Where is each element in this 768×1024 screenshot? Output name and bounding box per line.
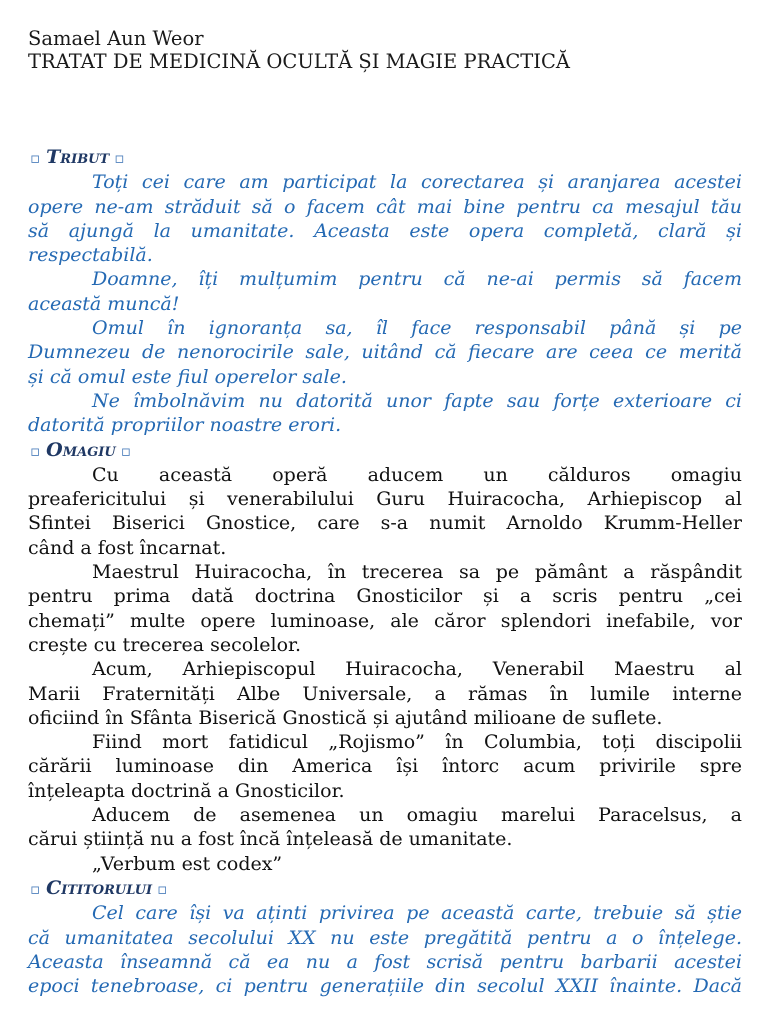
paragraph	[28, 560, 742, 657]
text-line: Dumnezeu de nenorocirile sale, uitând că fiecare are ceea ce merită	[28, 341, 742, 364]
paragraph	[28, 901, 742, 998]
text-line: Acum, Arhiepiscopul Huiracocha, Venerabil Maestru al	[92, 658, 742, 681]
text-line: „Verbum est codex”	[92, 852, 283, 875]
text-line: când a fost încarnat.	[28, 536, 227, 559]
square-bullet-icon: ▫	[30, 441, 41, 460]
text-line: Maestrul Huiracocha, în trecerea sa pe pământ a răspândit	[92, 561, 742, 584]
paragraph	[28, 389, 742, 438]
section-omagiu	[28, 438, 742, 876]
text-line: Ne îmbolnăvim nu datorită unor fapte sau forțe exterioare ci	[92, 389, 742, 412]
text-line: Aceasta înseamnă că ea nu a fost scrisă pentru barbarii acestei	[28, 950, 742, 973]
paragraph	[28, 852, 742, 876]
text-line: opere ne-am străduit să o facem cât mai bine pentru ca mesajul tău	[28, 195, 742, 218]
text-line: preafericitului și venerabilului Guru Huiracocha, Arhiepiscop al	[28, 488, 742, 511]
text-line: această muncă!	[28, 292, 180, 315]
text-line: Aducem de asemenea un omagiu marelui Paracelsus, a	[92, 804, 742, 827]
section-heading-tribut	[28, 145, 742, 170]
paragraph	[28, 657, 742, 730]
book-title: TRATAT DE MEDICINĂ OCULTĂ ȘI MAGIE PRACTICĂ	[28, 50, 570, 73]
section-cititorului	[28, 876, 742, 998]
text-line: epoci tenebroase, ci pentru generațiile din secolul XXII înainte. Dacă	[28, 975, 742, 998]
author-name: Samael Aun Weor	[28, 27, 204, 50]
paragraph	[28, 267, 742, 316]
text-line: crește cu trecerea secolelor.	[28, 633, 302, 656]
square-bullet-icon: ▫	[30, 879, 41, 898]
text-line: cărării luminoase din America își întorc acum privirile spre	[28, 755, 742, 778]
text-line: că umanitatea secolului XX nu este pregătită pentru a o înțelege.	[28, 926, 742, 949]
text-line: oficiind în Sfânta Biserică Gnostică și ajutând milioane de suflete.	[28, 706, 663, 729]
text-line: Marii Fraternități Albe Universale, a rămas în lumile interne	[28, 682, 742, 705]
text-line: pentru prima dată doctrina Gnosticilor și a scris pentru „cei	[28, 585, 742, 608]
paragraph	[28, 730, 742, 803]
section-heading-cititorului	[28, 876, 742, 901]
text-line: cărui știință nu a fost încă înțeleasă de umanitate.	[28, 828, 513, 851]
text-line: chemați” multe opere luminoase, ale căror splendori inefabile, vor	[28, 609, 742, 632]
text-line: Doamne, îți mulțumim pentru că ne-ai permis să facem	[92, 268, 742, 291]
section-tribut	[28, 145, 742, 438]
text-line: și că omul este fiul operelor sale.	[28, 365, 347, 388]
section-title: Omagiu	[46, 438, 116, 461]
square-bullet-icon: ▫	[157, 879, 168, 898]
text-line: datorită propriilor noastre erori.	[28, 414, 342, 437]
square-bullet-icon: ▫	[114, 149, 125, 167]
page-header	[28, 27, 570, 73]
text-line: Fiind mort fatidicul „Rojismo” în Columbia, toți discipolii	[92, 731, 742, 754]
text-line: Omul în ignoranța sa, îl face responsabil până și pe	[92, 317, 742, 340]
section-heading-omagiu	[28, 438, 742, 463]
section-title: Tribut	[46, 146, 110, 168]
square-bullet-icon: ▫	[30, 149, 41, 167]
section-title: Cititorului	[46, 876, 153, 899]
square-bullet-icon: ▫	[120, 441, 131, 460]
paragraph	[28, 803, 742, 852]
text-line: respectabilă.	[28, 244, 153, 267]
text-line: Sfintei Biserici Gnostice, care s-a numit Arnoldo Krumm-Heller	[28, 512, 742, 535]
paragraph	[28, 316, 742, 389]
text-line: să ajungă la umanitate. Aceasta este opera completă, clară și	[28, 219, 742, 242]
text-line: Cel care își va aținti privirea pe această carte, trebuie să știe	[92, 902, 742, 925]
paragraph	[28, 463, 742, 560]
text-line: Cu această operă aducem un călduros omagiu	[92, 463, 742, 486]
text-line: înțeleapta doctrină a Gnosticilor.	[28, 779, 345, 802]
text-line: Toți cei care am participat la corectarea și aranjarea acestei	[92, 171, 742, 194]
document-body	[28, 145, 742, 998]
paragraph	[28, 170, 742, 267]
